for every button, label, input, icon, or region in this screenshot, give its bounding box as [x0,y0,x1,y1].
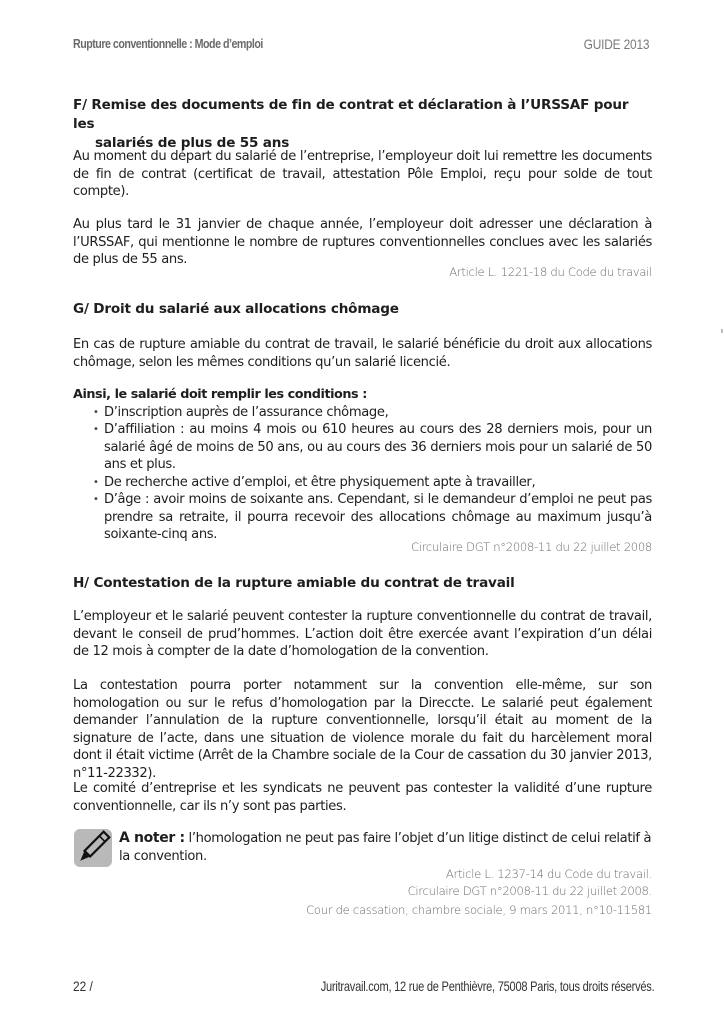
note-callout [119,829,652,866]
copyright: Juritravail.com, 12 rue de Penthièvre, 75008 Paris, tous droits réservés. [320,978,654,994]
paragraph: La contestation pourra porter notamment sur la convention elle-même, sur son homologation ou sur le refus d’homologation par la Direccte. Le salarié peut également demander l’annulation de la rupture conventionnelle, lorsqu’il était au moment de la signature de l’acte, dans une situation de violence morale du fait du harcèlement moral dont il était victime (Arrêt de la Chambre sociale de la Cour de cassation du 30 janvier 2013, n°11-22332). [73,678,652,781]
section-g-conditions [73,386,652,544]
paragraph: En cas de rupture amiable du contrat de travail, le salarié bénéficie du droit aux allocations chômage, selon les mêmes conditions qu’un salarié licencié. [73,337,652,370]
condition-item: • D’âge : avoir moins de soixante ans. Cependant, si le demandeur d’emploi ne peut pas prendre sa retraite, il pourra recevoir des allocations chômage au maximum jusqu’à soixante-cinq ans. [93,491,652,544]
page-header [73,36,649,56]
section-h-para2 [73,677,652,782]
condition-item: • D’affiliation : au moins 4 mois ou 610 heures au cours des 28 derniers mois, pour un salarié âgé de moins de 50 ans, ou au cours des 36 derniers mois pour un salarié de 50 ans et plus. [93,421,652,474]
note-reference: Cour de cassation, chambre sociale, 9 mars 2011, n°10-11581 [306,903,652,917]
note-references [306,866,652,919]
paragraph: Au moment du départ du salarié de l’entreprise, l’employeur doit lui remettre les documents de fin de contrat (certificat de travail, attestation Pôle Emploi, reçu pour solde de tout compte). [73,149,652,199]
note-label: A noter : [119,830,185,846]
condition-item: • D’inscription auprès de l’assurance chômage, [93,404,652,422]
section-g-title: G/ Droit du salarié aux allocations chômage [73,301,399,317]
section-f-para2 [73,216,652,269]
document-title: Rupture conventionnelle : Mode d’emploi [73,36,263,51]
section-f-para1 [73,148,652,201]
page-footer [73,978,654,998]
paragraph: Au plus tard le 31 janvier de chaque année, l’employeur doit adresser une déclaration à l’URSSAF, qui mentionne le nombre de ruptures conventionnelles conclues avec les salariés de plus de 55 ans. [73,217,652,267]
note-reference: Circulaire DGT n°2008-11 du 22 juillet 2008. [407,884,652,898]
page-number: 22 / [73,978,93,994]
section-f-title-line1: F/ Remise des documents de fin de contrat et déclaration à l’URSSAF pour les [73,97,629,132]
guide-year: GUIDE 2013 [583,36,649,52]
section-f-reference: Article L. 1221-18 du Code du travail [449,265,652,279]
note-body: l’homologation ne peut pas faire l’objet d’un litige distinct de celui relatif à la convention. [119,831,652,864]
conditions-list [93,404,652,544]
section-f-title-line2: salariés de plus de 55 ans [95,135,290,151]
section-h-para3 [73,780,652,815]
note-reference: Article L. 1237-14 du Code du travail. [445,867,652,881]
section-g-para1 [73,336,652,371]
section-h-title: H/ Contestation de la rupture amiable du contrat de travail [73,575,515,591]
paragraph: L’employeur et le salarié peuvent contester la rupture conventionnelle du contrat de travail, devant le conseil de prud’hommes. L’action doit être exercée avant l’expiration d’un délai de 12 mois à compter de la date d’homologation de la convention. [73,609,652,659]
section-h-para1 [73,608,652,661]
condition-item: • De recherche active d’emploi, et être physiquement apte à travailler, [93,474,652,492]
section-f-title [73,96,652,153]
pencil-icon [74,829,112,867]
conditions-lead: Ainsi, le salarié doit remplir les conditions : [73,387,367,402]
section-g-reference: Circulaire DGT n°2008-11 du 22 juillet 2008 [411,540,652,554]
paragraph: Le comité d’entreprise et les syndicats ne peuvent pas contester la validité d’une rupture conventionnelle, car ils n’y sont pas parties. [73,781,652,814]
edge-mark [721,329,723,333]
